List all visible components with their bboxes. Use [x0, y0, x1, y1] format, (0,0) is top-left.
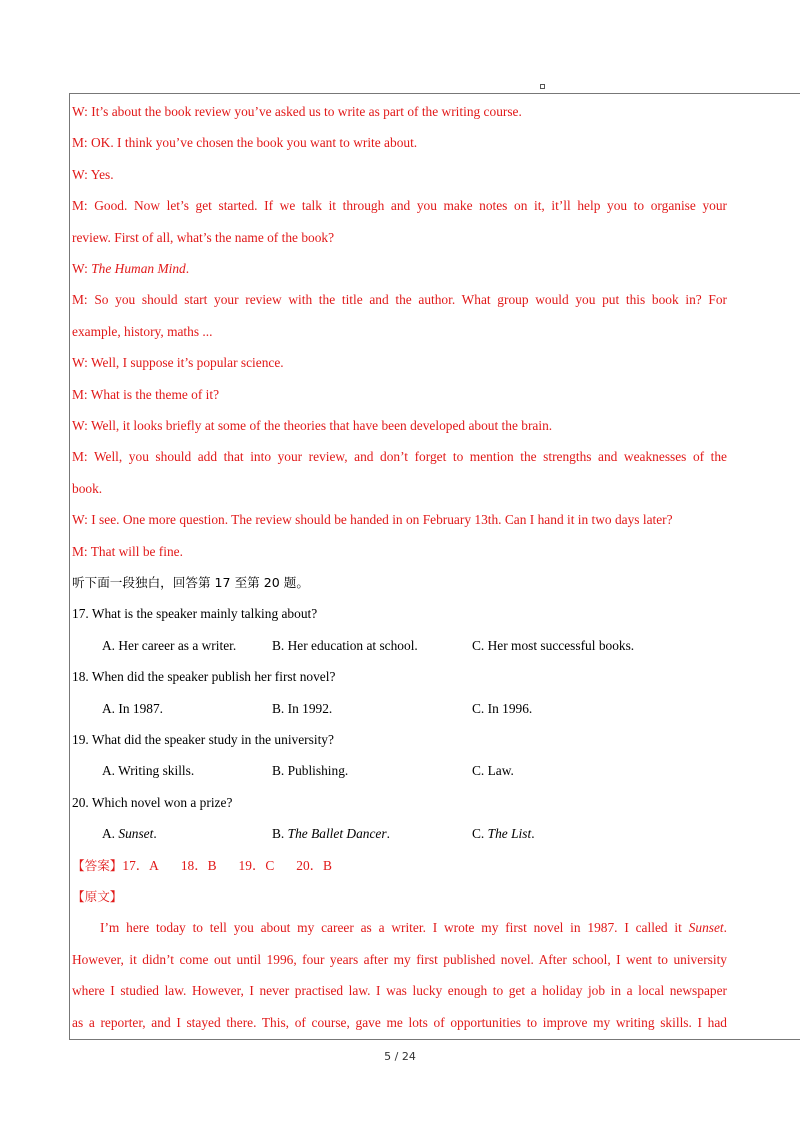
answer-19: 19．C — [238, 857, 275, 873]
paragraph-marker — [540, 84, 545, 89]
answer-line — [72, 850, 727, 881]
option-b: B. Her education at school. — [272, 637, 418, 653]
page-number: 5 / 24 — [384, 1050, 416, 1063]
dialogue-line: M: That will be fine. — [72, 543, 183, 559]
option-a: A. In 1987. — [102, 700, 163, 716]
option-a: A. Her career as a writer. — [102, 637, 237, 653]
dialogue-line-continued: book. — [72, 480, 103, 496]
dialogue-line: W: I see. One more question. The review should be handed in on February 13th. Can I hand it in two days later? — [72, 512, 673, 528]
dialogue-line-continued: review. First of all, what’s the name of the book? — [72, 229, 335, 245]
section-instruction: 听下面一段独白，回答第 17 至第 20 题。 — [72, 575, 309, 590]
answer-20: 20．B — [296, 857, 332, 873]
dialogue-line: M: Well, you should add that into your review, and don’t forget to mention the strengths and weaknesses of the — [72, 449, 728, 465]
answer-17: 17．A — [122, 857, 159, 873]
transcript-line: I’m here today to tell you about my career as a writer. I wrote my first novel in 1987. I called it Sunset. — [100, 920, 727, 936]
question-19: 19. What did the speaker study in the university? — [72, 732, 334, 747]
dialogue-line-continued: example, history, maths ... — [72, 323, 213, 339]
option-b: B. Publishing. — [272, 763, 349, 779]
dialogue-line: W: It’s about the book review you’ve asked us to write as part of the writing course. — [72, 104, 522, 119]
transcript-label: 【原文】 — [72, 889, 123, 904]
dialogue-line: W: Yes. — [72, 166, 114, 182]
answer-label: 【答案】 — [72, 857, 123, 873]
dialogue-line: M: OK. I think you’ve chosen the book you want to write about. — [72, 135, 418, 151]
option-c: C. Her most successful books. — [472, 637, 635, 653]
option-c: C. Law. — [472, 763, 514, 779]
transcript-line: However, it didn’t come out until 1996, four years after my first published novel. After school, I went to university — [72, 951, 727, 967]
option-b: B. The Ballet Dancer. — [272, 826, 390, 842]
transcript-label-line — [72, 881, 727, 912]
option-c: C. The List. — [472, 826, 535, 842]
novel-title: Sunset — [688, 920, 724, 936]
transcript-line: where I studied law. However, I never practised law. I was lucky enough to get a holiday job in a local newspaper — [72, 983, 727, 999]
dialogue-line: M: So you should start your review with the title and the author. What group would you put this book in? For — [72, 292, 728, 308]
option-a: A. Sunset. — [102, 826, 157, 842]
option-b: B. In 1992. — [272, 700, 333, 716]
dialogue-line: M: What is the theme of it? — [72, 386, 220, 402]
question-20: 20. Which novel won a prize? — [72, 794, 233, 810]
question-18: 18. When did the speaker publish her first novel? — [72, 669, 336, 685]
question-17: 17. What is the speaker mainly talking about? — [72, 606, 318, 622]
dialogue-line: W: Well, I suppose it’s popular science. — [72, 355, 284, 371]
dialogue-line: W: The Human Mind. — [72, 261, 190, 276]
transcript-line: as a reporter, and I stayed there. This, of course, gave me lots of opportunities to improve my writing skills. I had — [72, 1014, 727, 1030]
dialogue-line: W: Well, it looks briefly at some of the theories that have been developed about the brain. — [72, 418, 553, 433]
book-title: The Human Mind — [91, 261, 186, 276]
answer-18: 18．B — [180, 857, 217, 873]
option-c: C. In 1996. — [472, 700, 533, 716]
dialogue-line: M: Good. Now let’s get started. If we talk it through and you make notes on it, it’ll help you to organise your — [72, 198, 727, 214]
option-a: A. Writing skills. — [102, 763, 195, 779]
